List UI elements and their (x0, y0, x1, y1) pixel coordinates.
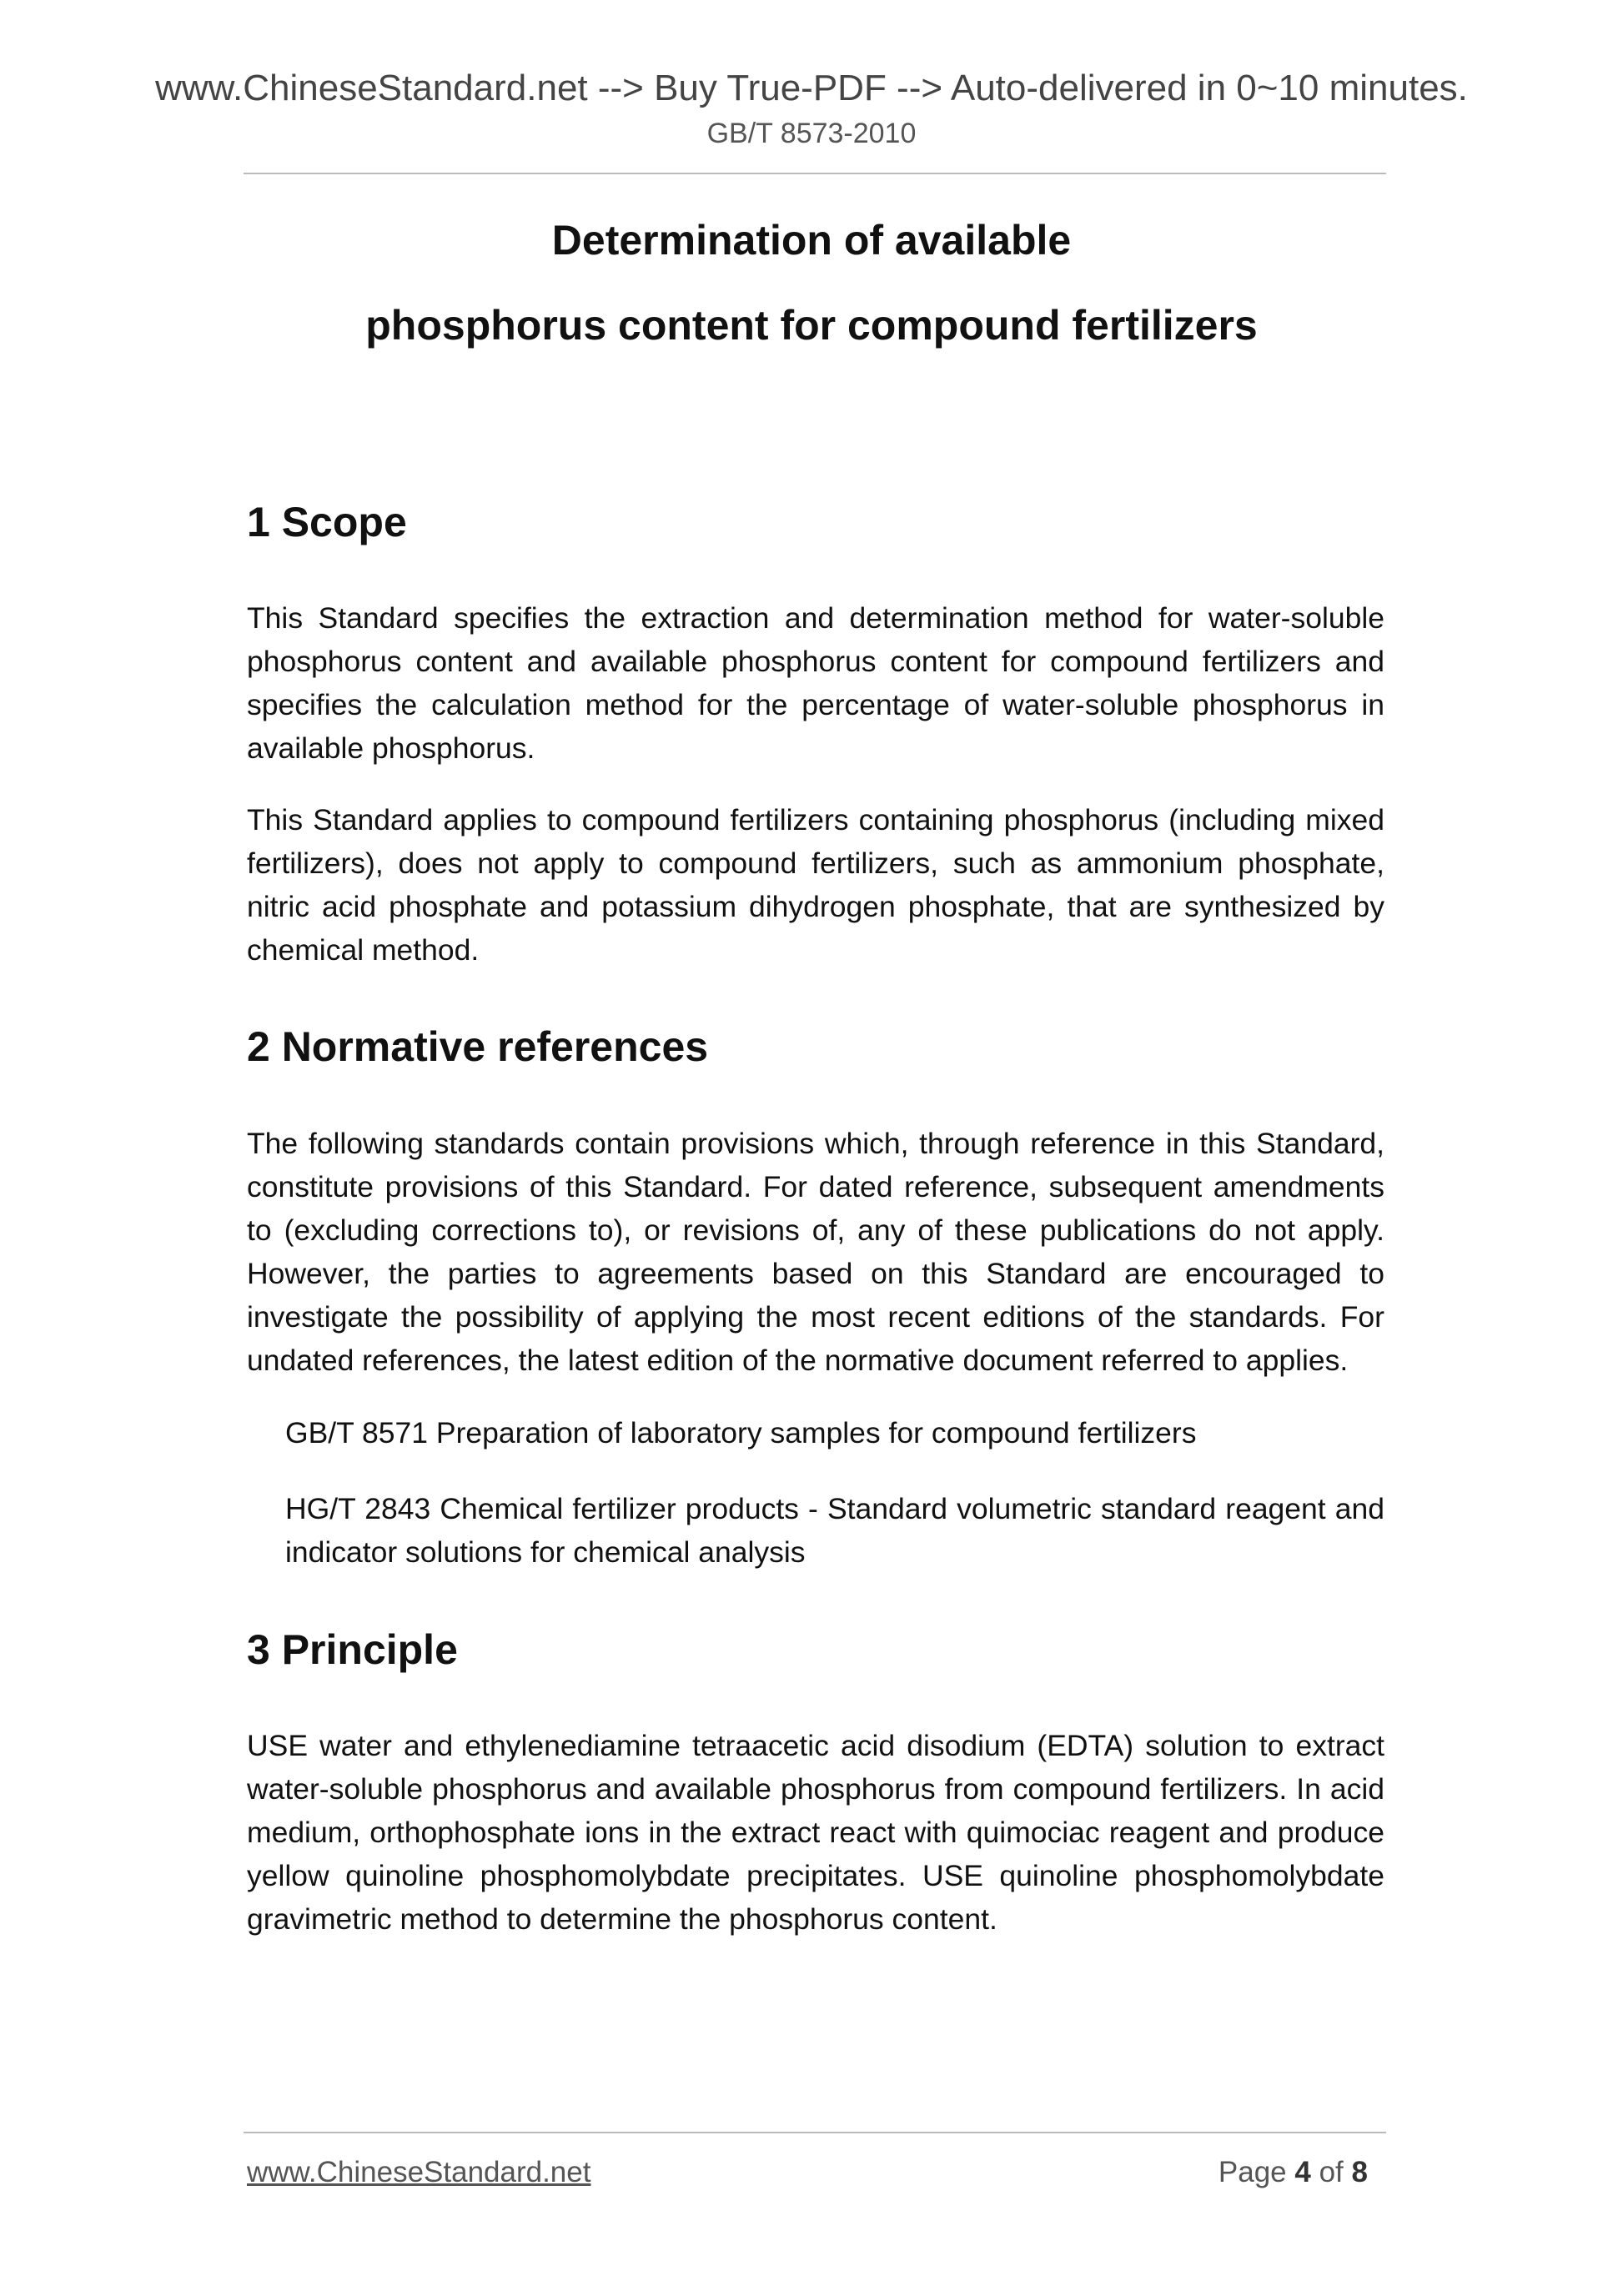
document-title-line1: Determination of available (551, 217, 1072, 264)
header-standard-code: GB/T 8573-2010 (706, 118, 917, 149)
reference-item-gbt-8571: GB/T 8571 Preparation of laboratory samples for compound fertilizers (285, 1416, 1197, 1449)
scope-paragraph-1: This Standard specifies the extraction and determination method for water-soluble phosphorus content and available phosphorus content for compound fertilizers and specifies the calculation method for the percentage of water-soluble phosphorus in available phosphorus. (247, 601, 1384, 765)
page-total: 8 (1351, 2156, 1368, 2188)
footer-site-link[interactable]: www.ChineseStandard.net (247, 2156, 591, 2188)
section-heading-scope: 1 Scope (247, 499, 407, 545)
header-banner: www.ChineseStandard.net --> Buy True-PDF --> Auto-delivered in 0~10 minutes. (155, 68, 1468, 108)
page-current: 4 (1294, 2156, 1311, 2188)
footer-divider (244, 2132, 1386, 2133)
document-title-line2: phosphorus content for compound fertilizers (365, 302, 1258, 349)
header-divider (244, 173, 1386, 174)
principle-paragraph: USE water and ethylenediamine tetraacetic acid disodium (EDTA) solution to extract water-soluble phosphorus and available phosphorus from compound fertilizers. In acid medium, orthophosphate ions in the extract react with quimociac reagent and produce yellow quinoline phosphomolybdate precipitates. USE quinoline phosphomolybdate gravimetric method to determine the phosphorus content. (247, 1729, 1384, 1936)
section-heading-principle: 3 Principle (247, 1626, 458, 1673)
page-of-label: of (1319, 2156, 1344, 2188)
normative-references-paragraph: The following standards contain provisions which, through reference in this Standard, constitute provisions of this Standard. For dated reference, subsequent amendments to (excluding corrections to), or revisions of, any of these publications do not apply. However, the parties to agreements based on this Standard are encouraged to investigate the possibility of applying the most recent editions of the standards. For undated references, the latest edition of the normative document referred to applies. (247, 1127, 1384, 1377)
reference-item-hgt-2843: HG/T 2843 Chemical fertilizer products - Standard volumetric standard reagent and indicator solutions for chemical analysis (285, 1492, 1384, 1569)
section-heading-normative-references: 2 Normative references (247, 1023, 709, 1070)
scope-paragraph-2: This Standard applies to compound fertilizers containing phosphorus (including mixed fertilizers), does not apply to compound fertilizers, such as ammonium phosphate, nitric acid phosphate and potassium dihydrogen phosphate, that are synthesized by chemical method. (247, 803, 1384, 967)
page-label: Page (1218, 2156, 1287, 2188)
page-number (1219, 2155, 1368, 2190)
